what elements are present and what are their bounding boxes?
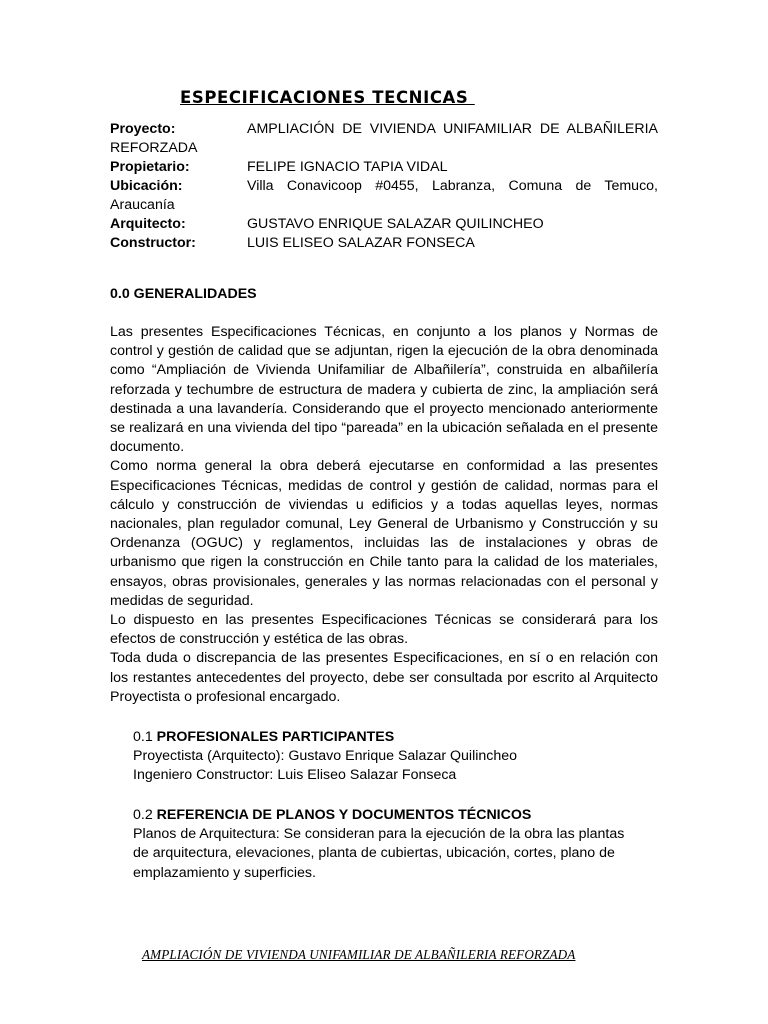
subsection-line: Planos de Arquitectura: Se consideran para la ejecución de la obra las plantas bbox=[133, 826, 625, 843]
constructor-label: Constructor: bbox=[110, 235, 196, 251]
paragraph: Lo dispuesto en las presentes Especificaciones Técnicas se considerará para los efectos de construcción y estética de las obras. bbox=[110, 612, 658, 648]
document-title: ESPECIFICACIONES TECNICAS bbox=[180, 88, 475, 107]
subsection-number: 0.1 bbox=[133, 729, 157, 745]
paragraph: Toda duda o discrepancia de las presentes Especificaciones, en sí o en relación con los restantes antecedentes del proyecto, debe ser consultada por escrito al Arquitecto Proyectista o profesional encargado. bbox=[110, 650, 658, 705]
architect-value: GUSTAVO ENRIQUE SALAZAR QUILINCHEO bbox=[247, 216, 544, 232]
subsection-number: 0.2 bbox=[133, 807, 157, 823]
location-label: Ubicación: bbox=[110, 178, 183, 194]
subsection-line: Proyectista (Arquitecto): Gustavo Enrique Salazar Quilincheo bbox=[133, 748, 518, 765]
subsection-heading bbox=[133, 728, 653, 747]
subsection-line: Ingeniero Constructor: Luis Eliseo Salazar Fonseca bbox=[133, 767, 457, 784]
owner-value: FELIPE IGNACIO TAPIA VIDAL bbox=[247, 159, 448, 175]
constructor-row bbox=[110, 234, 658, 253]
section-heading: 0.0 GENERALIDADES bbox=[110, 286, 257, 302]
subsection-professionals bbox=[133, 728, 653, 786]
subsection-heading bbox=[133, 806, 653, 825]
subsection-title: PROFESIONALES PARTICIPANTES bbox=[156, 729, 395, 745]
location-value: Villa Conavicoop #0455, Labranza, Comuna de Temuco, Araucanía bbox=[110, 178, 658, 213]
architect-row bbox=[110, 215, 658, 234]
project-row bbox=[110, 120, 658, 158]
owner-label: Propietario: bbox=[110, 159, 190, 175]
subsection-line: de arquitectura, elevaciones, planta de cubiertas, ubicación, cortes, plano de bbox=[133, 845, 615, 862]
subsection-references bbox=[133, 806, 653, 883]
project-info-block bbox=[110, 120, 658, 253]
location-row bbox=[110, 177, 658, 215]
project-value: AMPLIACIÓN DE VIVIENDA UNIFAMILIAR DE ALBAÑILERIA REFORZADA bbox=[110, 121, 658, 156]
architect-label: Arquitecto: bbox=[110, 216, 186, 232]
paragraph: Como norma general la obra deberá ejecutarse en conformidad a las presentes Especificaciones Técnicas, medidas de control y gestión de calidad, normas para el cálculo y construcción de viviendas u edificios y a todas aquellas leyes, normas nacionales, plan regulador comunal, Ley General de Urbanismo y Construcción y su Ordenanza (OGUC) y reglamentos, incluidas las de instalaciones y obras de urbanismo que rigen la construcción en Chile tanto para la calidad de los materiales, ensayos, obras provisionales, generales y las normas relacionadas con el personal y medidas de seguridad. bbox=[110, 458, 658, 609]
owner-row bbox=[110, 158, 658, 177]
page-footer: AMPLIACIÓN DE VIVIENDA UNIFAMILIAR DE ALBAÑILERIA REFORZADA bbox=[142, 947, 576, 962]
generalities-body bbox=[110, 323, 658, 707]
paragraph: Las presentes Especificaciones Técnicas, en conjunto a los planos y Normas de control y gestión de calidad que se adjuntan, rigen la ejecución de la obra denominada como “Ampliación de Vivienda Unifamiliar de Albañilería”, construida en albañilería reforzada y techumbre de estructura de madera y cubierta de zinc, la ampliación será destinada a una lavandería. Considerando que el proyecto mencionado anteriormente se realizará en una vivienda del tipo “pareada” en la ubicación señalada en el presente documento. bbox=[110, 324, 658, 456]
subsection-line: emplazamiento y superficies. bbox=[133, 864, 316, 881]
project-label: Proyecto: bbox=[110, 121, 176, 137]
constructor-value: LUIS ELISEO SALAZAR FONSECA bbox=[247, 235, 475, 251]
subsection-title: REFERENCIA DE PLANOS Y DOCUMENTOS TÉCNICOS bbox=[156, 807, 532, 823]
